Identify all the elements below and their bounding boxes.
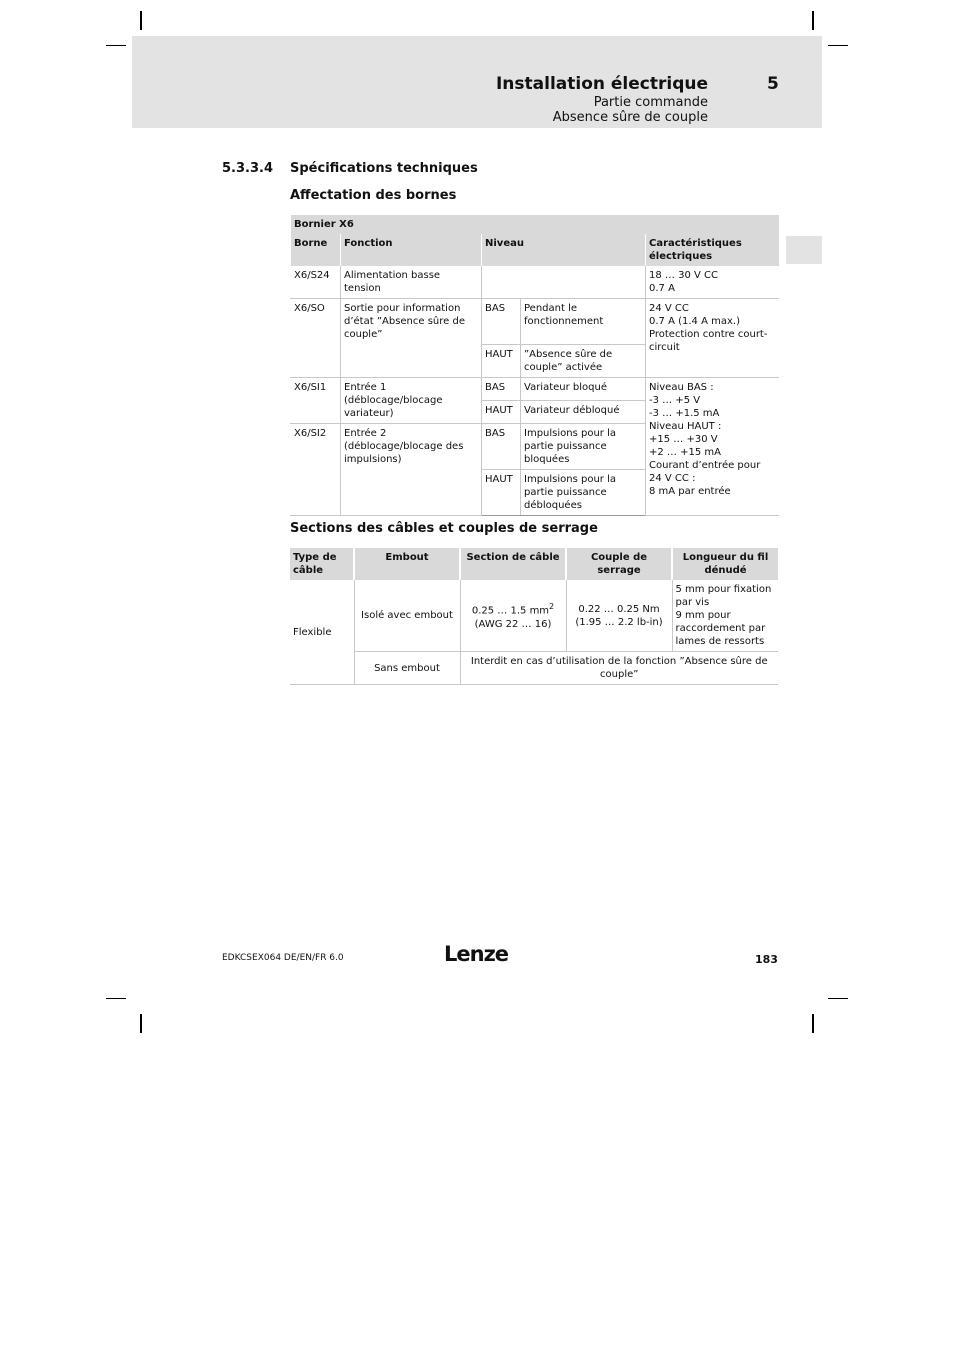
crop-mark: [828, 45, 848, 46]
subsection-title: Affectation des bornes: [290, 188, 457, 203]
cell-level: HAUT: [482, 401, 521, 424]
table-row: [291, 299, 779, 345]
section-number: 5.3.3.4: [222, 161, 273, 176]
table-row: [291, 266, 779, 299]
cell-level: BAS: [482, 299, 521, 345]
crop-mark: [140, 1014, 142, 1033]
header-subtitle: Partie commande: [593, 95, 708, 110]
column-header: Longueur du fil dénudé: [672, 548, 778, 580]
terminal-assignment-table: [290, 215, 779, 516]
side-tab-marker: [786, 236, 822, 264]
cell-note: Interdit en cas d’utilisation de la fonction ”Absence sûre de couple”: [460, 652, 778, 685]
cell-level: BAS: [482, 424, 521, 470]
crop-mark: [828, 998, 848, 999]
lenze-logo: Lenze: [444, 942, 509, 966]
cell-carac: 24 V CC 0.7 A (1.4 A max.) Protection contre court-circuit: [646, 299, 779, 378]
cell-level: BAS: [482, 378, 521, 401]
header-subtitle: Absence sûre de couple: [552, 110, 708, 125]
subsection-title: Sections des câbles et couples de serrage: [290, 521, 598, 536]
table-row: [290, 652, 778, 685]
cell-borne: X6/SO: [291, 299, 341, 378]
cell-level-desc: Variateur débloqué: [521, 401, 646, 424]
cell-carac: Niveau BAS : -3 … +5 V -3 … +1.5 mA Niveau HAUT : +15 … +30 V +2 … +15 mA Courant d’entrée pour 24 V CC : 8 mA par entrée: [646, 378, 779, 516]
cell-borne: X6/SI2: [291, 424, 341, 516]
header-band: [132, 36, 822, 128]
column-header: Couple de serrage: [566, 548, 672, 580]
cell-section: 0.25 … 1.5 $mm^2$ (AWG 22 … 16): [460, 580, 566, 652]
column-header: Section de câble: [460, 548, 566, 580]
cell-level: HAUT: [482, 345, 521, 378]
cable-table: [290, 548, 778, 685]
cell-carac: 18 … 30 V CC 0.7 A: [646, 266, 779, 299]
document-reference: EDKCSEX064 DE/EN/FR 6.0: [222, 953, 344, 963]
cell-fonction: Entrée 1 (déblocage/blocage variateur): [341, 378, 482, 424]
cell-level: HAUT: [482, 470, 521, 516]
table-caption: Bornier X6: [291, 215, 779, 234]
cell-level-desc: Variateur bloqué: [521, 378, 646, 401]
crop-mark: [812, 11, 814, 30]
crop-mark: [140, 11, 142, 30]
cell-level-desc: Pendant le fonctionnement: [521, 299, 646, 345]
cell-embout: Sans embout: [354, 652, 460, 685]
cell-fonction: Sortie pour information d’état ”Absence sûre de couple”: [341, 299, 482, 378]
header-title: Installation électrique: [495, 74, 708, 94]
cell-embout: Isolé avec embout: [354, 580, 460, 652]
column-header: Fonction: [341, 234, 482, 266]
table-row: [290, 580, 778, 652]
column-header: Embout: [354, 548, 460, 580]
cell-level-desc: ”Absence sûre de couple” activée: [521, 345, 646, 378]
column-header: Type de câble: [290, 548, 354, 580]
cell-couple: 0.22 … 0.25 Nm (1.95 … 2.2 lb-in): [566, 580, 672, 652]
chapter-number: 5: [767, 74, 779, 94]
column-header: Borne: [291, 234, 341, 266]
column-header: Niveau: [482, 234, 646, 266]
crop-mark: [812, 1014, 814, 1033]
cell-fonction: Entrée 2 (déblocage/blocage des impulsions): [341, 424, 482, 516]
cell-type: Flexible: [290, 580, 354, 685]
table-row: [291, 378, 779, 401]
cell-niveau-empty: [482, 266, 646, 299]
page-number: 183: [755, 953, 778, 966]
crop-mark: [106, 998, 126, 999]
section-title: Spécifications techniques: [290, 161, 478, 176]
cell-longueur: 5 mm pour fixation par vis 9 mm pour raccordement par lames de ressorts: [672, 580, 778, 652]
crop-mark: [106, 45, 126, 46]
cell-borne: X6/S24: [291, 266, 341, 299]
cell-fonction: Alimentation basse tension: [341, 266, 482, 299]
cell-level-desc: Impulsions pour la partie puissance débloquées: [521, 470, 646, 516]
cell-level-desc: Impulsions pour la partie puissance bloquées: [521, 424, 646, 470]
column-header: Caractéristiques électriques: [646, 234, 779, 266]
cell-borne: X6/SI1: [291, 378, 341, 424]
